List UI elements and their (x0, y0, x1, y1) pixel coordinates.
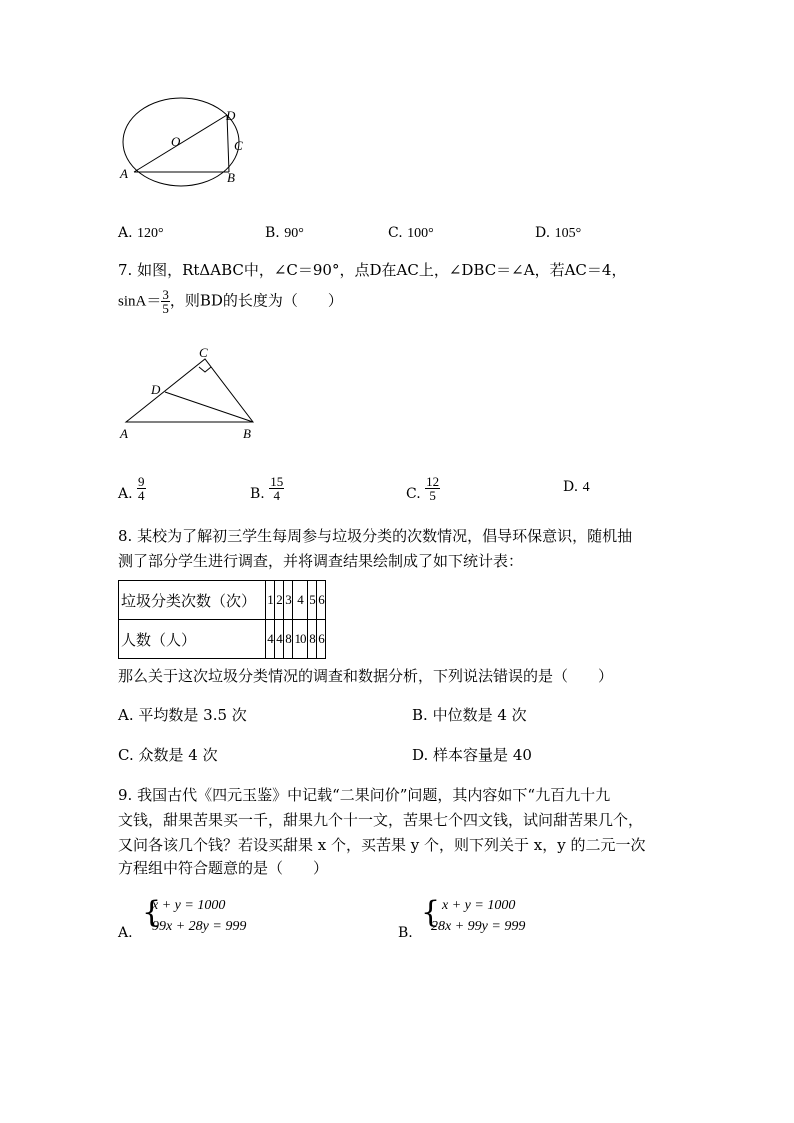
frac-numerator: 3 (162, 287, 169, 302)
q7-option-c (406, 468, 440, 502)
option-text: 中位数是 4 次 (432, 706, 527, 724)
q8-option-c (118, 745, 218, 765)
q7-stem-line1: 7. 如图，RtΔABC中，∠C＝90°，点D在AC上，∠DBC＝∠A，若AC＝4， (118, 261, 627, 279)
table-cell: 3 (284, 581, 293, 620)
table-cell: 8 (284, 620, 293, 659)
label-a: A (120, 166, 128, 181)
option-text: 样本容量是 40 (433, 746, 532, 764)
stats-table (118, 580, 326, 659)
diameter-ad (134, 115, 227, 172)
table-row (119, 620, 326, 659)
q8-option-d (412, 745, 532, 765)
fraction-option-a (137, 475, 146, 502)
option-letter: D. (412, 746, 429, 764)
frac-numerator: 9 (138, 474, 145, 489)
triangle-abc (126, 359, 253, 422)
right-angle-mark (199, 367, 211, 372)
q7-option-d (563, 479, 590, 496)
q6-option-a (118, 225, 164, 242)
option-value: 100° (407, 226, 434, 241)
chord-db (227, 115, 229, 172)
fraction-3-5 (161, 288, 170, 315)
table-cell: 4 (275, 620, 284, 659)
label-c: C (234, 138, 243, 153)
option-letter: A. (118, 486, 133, 502)
table-cell: 6 (317, 581, 326, 620)
table-cell: 8 (308, 620, 317, 659)
option-letter: C. (388, 225, 403, 241)
circle-outline (123, 98, 239, 186)
table-cell: 4 (293, 581, 308, 620)
option-letter: D. (535, 225, 551, 241)
segment-bd (165, 392, 253, 422)
option-value: 4 (582, 480, 590, 495)
q8-question: 那么关于这次垃圾分类情况的调查和数据分析，下列说法错误的是（ ） (118, 667, 614, 685)
option-letter: A. (118, 225, 133, 241)
frac-denominator: 4 (273, 488, 280, 503)
q9-stem-line4: 方程组中符合题意的是（ ） (118, 859, 329, 877)
label-b: B (227, 170, 235, 185)
table-cell: 10 (293, 620, 308, 659)
option-letter: C. (118, 746, 134, 764)
option-letter: D. (563, 479, 579, 495)
stem-suffix: ，则BD的长度为（ ） (169, 291, 343, 310)
table-row (119, 581, 326, 620)
frac-numerator: 15 (270, 474, 284, 489)
brace-icon: { (421, 895, 441, 930)
table-cell: 1 (266, 581, 275, 620)
option-letter: B. (265, 225, 280, 241)
table-cell: 2 (275, 581, 284, 620)
table-cell: 5 (308, 581, 317, 620)
sin-expression: sinA＝ (118, 293, 162, 310)
q7-stem-line2 (118, 288, 343, 315)
q9-option-a-eq1: x + y = 1000 (152, 898, 226, 913)
q8-option-a (118, 705, 247, 725)
q8-stem-line2: 测了部分学生进行调查，并将调查结果绘制成了如下统计表： (118, 552, 524, 570)
table-header-cell: 垃圾分类次数（次） (119, 581, 266, 620)
q6-option-d (535, 225, 581, 242)
q9-option-b-eq1: x + y = 1000 (442, 898, 516, 913)
q7-option-a (118, 468, 146, 502)
frac-denominator: 5 (162, 301, 169, 316)
q9-option-b-letter: B. (398, 925, 413, 941)
table-cell: 6 (317, 620, 326, 659)
q9-option-a-letter: A. (118, 925, 133, 941)
q7-option-b (250, 468, 284, 502)
q9-option-b-eq2: 28x + 99y = 999 (431, 919, 526, 934)
option-letter: B. (412, 706, 428, 724)
frac-numerator: 12 (426, 474, 440, 489)
label-d: D (151, 382, 161, 397)
q6-option-c (388, 225, 434, 242)
option-value: 105° (554, 226, 582, 241)
table-header-cell: 人数（人） (119, 620, 266, 659)
q8-option-b (412, 705, 527, 725)
fraction-option-b (269, 475, 284, 502)
q9-stem-line3: 又问各该几个钱？若设买甜果 x 个，买苦果 y 个，则下列关于 x，y 的二元一次 (118, 836, 646, 854)
option-text: 众数是 4 次 (138, 746, 218, 764)
label-a: A (120, 426, 128, 441)
q9-option-a-eq2: 99x + 28y = 999 (152, 919, 247, 934)
option-letter: A. (118, 706, 134, 724)
brace-icon: { (142, 895, 162, 930)
option-letter: C. (406, 486, 421, 502)
option-letter: B. (250, 486, 265, 502)
label-c: C (199, 345, 208, 360)
frac-denominator: 5 (429, 488, 436, 503)
option-text: 平均数是 3.5 次 (138, 706, 247, 724)
option-value: 120° (137, 226, 164, 241)
frac-denominator: 4 (138, 488, 145, 503)
table-cell: 4 (266, 620, 275, 659)
label-b: B (243, 426, 251, 441)
q8-stem-line1: 8. 某校为了解初三学生每周参与垃圾分类的次数情况，倡导环保意识，随机抽 (118, 527, 633, 545)
q9-stem-line2: 文钱，甜果苦果买一千，甜果九个十一文，苦果七个四文钱，试问甜苦果几个， (118, 811, 644, 829)
label-d: D (226, 108, 236, 123)
option-value: 90° (284, 226, 304, 241)
fraction-option-c (425, 475, 440, 502)
label-o: O (171, 134, 181, 149)
circle-figure (110, 95, 260, 190)
q6-option-b (265, 225, 304, 242)
triangle-figure (110, 340, 270, 445)
q9-stem-line1: 9. 我国古代《四元玉鉴》中记载“二果问价”问题，其内容如下“九百九十九 (118, 786, 611, 804)
